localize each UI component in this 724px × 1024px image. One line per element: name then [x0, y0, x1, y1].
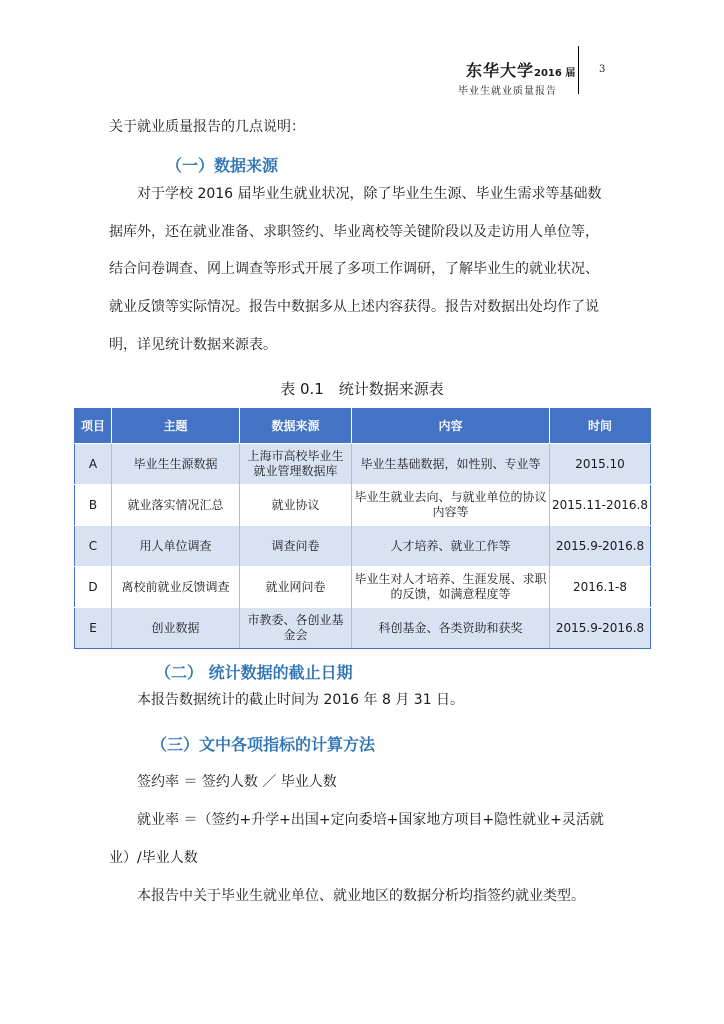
- formula-signing-rate: 签约率 ＝ 签约人数 ／ 毕业人数: [137, 774, 337, 790]
- table-header-row: [75, 408, 651, 444]
- table-row: [75, 608, 651, 649]
- cell-source: 就业网问卷: [240, 567, 352, 608]
- cell-topic: 毕业生生源数据: [112, 444, 240, 485]
- cell-id: B: [75, 485, 112, 526]
- section-heading-cutoff-date: （二） 统计数据的截止日期: [155, 663, 353, 682]
- cell-id: C: [75, 526, 112, 567]
- section-heading-calculation-methods: （三）文中各项指标的计算方法: [151, 735, 376, 754]
- paragraph-line: 就业反馈等实际情况。报告中数据多从上述内容获得。报告对数据出处均作了说: [109, 299, 599, 315]
- cell-id: A: [75, 444, 112, 485]
- table-row: [75, 444, 651, 485]
- table-row: [75, 567, 651, 608]
- cell-time: 2015.10: [550, 444, 651, 485]
- cell-time: 2015.11-2016.8: [550, 485, 651, 526]
- formula-employment-rate-cont: 业）/毕业人数: [109, 850, 198, 866]
- cell-content: 人才培养、就业工作等: [352, 526, 550, 567]
- paragraph-line: 本报告中关于毕业生就业单位、就业地区的数据分析均指签约就业类型。: [137, 888, 585, 904]
- paragraph-line: 结合问卷调查、网上调查等形式开展了多项工作调研，了解毕业生的就业状况、: [109, 261, 599, 277]
- data-source-table: [74, 408, 651, 649]
- intro-line: 关于就业质量报告的几点说明：: [109, 119, 305, 135]
- header-year: 2016 届: [534, 68, 576, 79]
- paragraph-line: 明，详见统计数据来源表。: [109, 337, 277, 353]
- cell-source: 调查问卷: [240, 526, 352, 567]
- cell-id: E: [75, 608, 112, 649]
- paragraph-line: 本报告数据统计的截止时间为 2016 年 8 月 31 日。: [137, 692, 465, 708]
- cell-topic: 创业数据: [112, 608, 240, 649]
- cell-topic: 离校前就业反馈调查: [112, 567, 240, 608]
- header-school-name: 东华大学: [466, 61, 535, 80]
- column-header: 主题: [112, 408, 240, 444]
- cell-content: 毕业生就业去向、与就业单位的协议内容等: [352, 485, 550, 526]
- table-row: [75, 526, 651, 567]
- column-header: 数据来源: [240, 408, 352, 444]
- cell-id: D: [75, 567, 112, 608]
- paragraph-line: 据库外，还在就业准备、求职签约、毕业离校等关键阶段以及走访用人单位等，: [109, 224, 599, 240]
- cell-source: 市教委、各创业基金会: [240, 608, 352, 649]
- cell-source: 上海市高校毕业生就业管理数据库: [240, 444, 352, 485]
- column-header: 时间: [550, 408, 651, 444]
- cell-source: 就业协议: [240, 485, 352, 526]
- page-number: 3: [599, 64, 606, 75]
- cell-time: 2015.9-2016.8: [550, 526, 651, 567]
- cell-time: 2016.1-8: [550, 567, 651, 608]
- cell-time: 2015.9-2016.8: [550, 608, 651, 649]
- cell-content: 科创基金、各类资助和获奖: [352, 608, 550, 649]
- section-heading-data-source: （一）数据来源: [166, 156, 279, 175]
- table-row: [75, 485, 651, 526]
- column-header: 项目: [75, 408, 112, 444]
- cell-topic: 就业落实情况汇总: [112, 485, 240, 526]
- cell-content: 毕业生基础数据，如性别、专业等: [352, 444, 550, 485]
- formula-employment-rate: 就业率 ＝（签约+升学+出国+定向委培+国家地方项目+隐性就业+灵活就: [137, 812, 604, 828]
- cell-topic: 用人单位调查: [112, 526, 240, 567]
- column-header: 内容: [352, 408, 550, 444]
- header-report-title: 毕业生就业质量报告: [458, 86, 557, 97]
- cell-content: 毕业生对人才培养、生涯发展、求职的反馈，如满意程度等: [352, 567, 550, 608]
- paragraph-line: 对于学校 2016 届毕业生就业状况，除了毕业生生源、毕业生需求等基础数: [137, 186, 602, 202]
- header-divider: [578, 46, 579, 94]
- table-caption: 表 0.1 统计数据来源表: [280, 380, 444, 398]
